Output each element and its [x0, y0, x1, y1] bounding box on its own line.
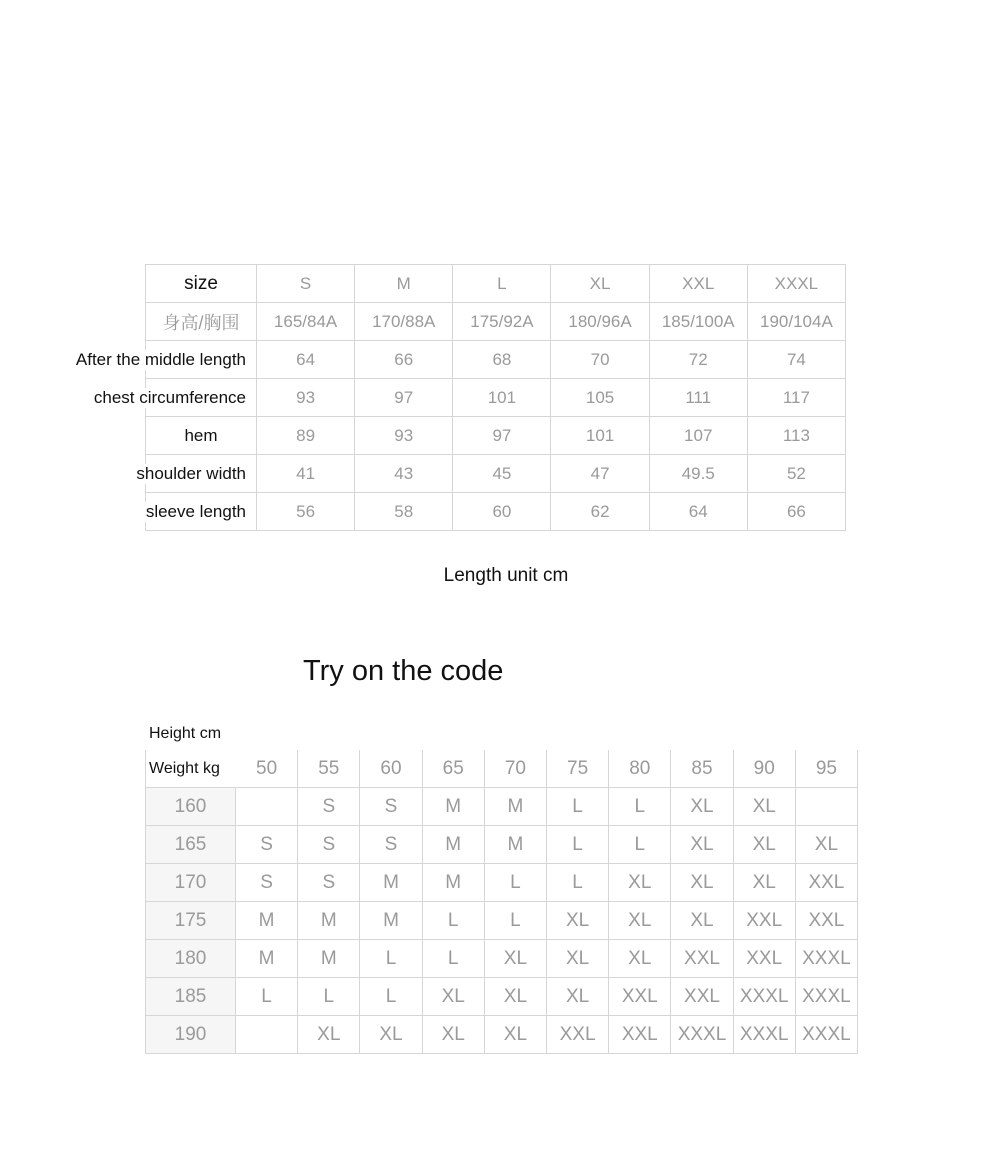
size-recommendation-cell: XL — [360, 1016, 422, 1054]
row-label-hem — [146, 417, 257, 455]
size-recommendation-cell: M — [298, 940, 360, 978]
height-row-header: 185 — [146, 978, 236, 1016]
size-column-header: XXXL — [748, 265, 846, 303]
size-chart-table — [75, 264, 846, 531]
row-label-text: chest circumference — [90, 388, 250, 408]
table-cell: 52 — [748, 455, 846, 493]
size-recommendation-cell: XXXL — [796, 940, 858, 978]
weight-column-header: 75 — [547, 750, 609, 788]
table-cell: 41 — [257, 455, 355, 493]
table-cell: 60 — [453, 493, 551, 531]
size-recommendation-cell: L — [423, 940, 485, 978]
size-recommendation-cell: XXL — [734, 902, 796, 940]
height-row-header: 160 — [146, 788, 236, 826]
table-cell: 66 — [355, 341, 453, 379]
table-cell: 175/92A — [453, 303, 551, 341]
table-cell: 97 — [453, 417, 551, 455]
size-recommendation-cell: XL — [547, 978, 609, 1016]
weight-column-header: 80 — [609, 750, 671, 788]
size-recommendation-cell: XL — [485, 1016, 547, 1054]
weight-column-header: 60 — [360, 750, 422, 788]
size-recommendation-cell: M — [423, 864, 485, 902]
table-cell: 64 — [257, 341, 355, 379]
row-label-text: shoulder width — [132, 464, 250, 484]
size-recommendation-cell: M — [236, 902, 298, 940]
size-recommendation-cell: L — [547, 826, 609, 864]
row-label-text: hem — [180, 426, 221, 446]
size-recommendation-cell: XL — [734, 826, 796, 864]
weight-column-header: 65 — [423, 750, 485, 788]
table-cell: 56 — [257, 493, 355, 531]
size-recommendation-cell: XL — [609, 902, 671, 940]
height-row-header: 170 — [146, 864, 236, 902]
row-label-back-length — [75, 341, 257, 379]
table-cell: 93 — [355, 417, 453, 455]
size-recommendation-cell: L — [298, 978, 360, 1016]
size-recommendation-cell: XXL — [671, 978, 733, 1016]
weight-column-header: 95 — [796, 750, 858, 788]
table-cell: 117 — [748, 379, 846, 417]
size-recommendation-cell: XXXL — [734, 1016, 796, 1054]
row-label-text: sleeve length — [142, 502, 250, 522]
size-column-header: M — [355, 265, 453, 303]
height-row-header: 165 — [146, 826, 236, 864]
weight-column-header: 70 — [485, 750, 547, 788]
size-recommendation-cell: XL — [423, 978, 485, 1016]
size-recommendation-cell: M — [360, 902, 422, 940]
table-cell: 62 — [551, 493, 649, 531]
weight-column-header: 85 — [671, 750, 733, 788]
weight-column-header: 50 — [236, 750, 298, 788]
table-cell: 93 — [257, 379, 355, 417]
size-recommendation-cell: S — [298, 864, 360, 902]
row-label-shoulder — [136, 455, 257, 493]
table-cell: 180/96A — [551, 303, 649, 341]
size-recommendation-cell: XL — [547, 940, 609, 978]
table-cell: 49.5 — [650, 455, 748, 493]
size-recommendation-cell — [236, 1016, 298, 1054]
size-header-label: size — [180, 273, 222, 295]
table-cell: 74 — [748, 341, 846, 379]
size-recommendation-cell — [796, 788, 858, 826]
size-recommendation-cell — [236, 788, 298, 826]
row-label-chest — [93, 379, 257, 417]
size-recommendation-cell: S — [360, 826, 422, 864]
size-recommendation-cell: XL — [609, 940, 671, 978]
size-recommendation-cell: M — [298, 902, 360, 940]
size-recommendation-cell: S — [236, 864, 298, 902]
size-recommendation-cell: L — [547, 788, 609, 826]
size-recommendation-cell: XXXL — [796, 978, 858, 1016]
table-cell: 113 — [748, 417, 846, 455]
size-recommendation-cell: S — [298, 826, 360, 864]
size-column-header: S — [257, 265, 355, 303]
size-recommendation-cell: M — [360, 864, 422, 902]
weight-column-header: 90 — [734, 750, 796, 788]
height-row-header: 180 — [146, 940, 236, 978]
table-cell: 66 — [748, 493, 846, 531]
size-recommendation-cell: M — [423, 826, 485, 864]
size-recommendation-cell: L — [236, 978, 298, 1016]
size-recommendation-cell: XXL — [609, 1016, 671, 1054]
size-recommendation-cell: L — [360, 940, 422, 978]
size-recommendation-cell: XL — [423, 1016, 485, 1054]
size-recommendation-cell: M — [485, 826, 547, 864]
table-cell: 58 — [355, 493, 453, 531]
table-cell: 72 — [650, 341, 748, 379]
table-cell: 97 — [355, 379, 453, 417]
size-recommendation-cell: XL — [796, 826, 858, 864]
size-recommendation-cell: XXL — [547, 1016, 609, 1054]
weight-axis-cell — [146, 750, 236, 788]
size-recommendation-cell: L — [485, 864, 547, 902]
size-recommendation-cell: XXXL — [671, 1016, 733, 1054]
size-recommendation-cell: L — [423, 902, 485, 940]
size-recommendation-cell: XL — [547, 902, 609, 940]
size-recommendation-cell: XL — [298, 1016, 360, 1054]
size-recommendation-cell: XL — [734, 788, 796, 826]
weight-axis-label: Weight kg — [149, 759, 220, 777]
size-column-header: L — [453, 265, 551, 303]
table-cell: 190/104A — [748, 303, 846, 341]
size-recommendation-cell: L — [609, 788, 671, 826]
height-row-header: 175 — [146, 902, 236, 940]
row-label-sleeve — [146, 493, 257, 531]
size-recommendation-cell: XL — [734, 864, 796, 902]
table-cell: 45 — [453, 455, 551, 493]
table-cell: 68 — [453, 341, 551, 379]
size-recommendation-cell: XXL — [796, 902, 858, 940]
size-recommendation-cell: XL — [671, 826, 733, 864]
table-cell: 101 — [551, 417, 649, 455]
table-cell: 165/84A — [257, 303, 355, 341]
height-axis-label: Height cm — [149, 725, 222, 742]
table-cell: 105 — [551, 379, 649, 417]
height-row-header: 190 — [146, 1016, 236, 1054]
tryon-size-table — [145, 750, 858, 1054]
size-recommendation-cell: XXXL — [796, 1016, 858, 1054]
size-recommendation-cell: XXL — [734, 940, 796, 978]
row-label-text: After the middle length — [72, 350, 250, 370]
table-cell: 70 — [551, 341, 649, 379]
size-recommendation-cell: L — [547, 864, 609, 902]
size-recommendation-cell: XL — [485, 978, 547, 1016]
size-recommendation-cell: M — [485, 788, 547, 826]
row-label-height-chest: 身高/胸围 — [146, 303, 257, 341]
size-recommendation-cell: XL — [671, 902, 733, 940]
size-recommendation-cell: S — [298, 788, 360, 826]
table-cell: 107 — [650, 417, 748, 455]
size-recommendation-cell: XL — [671, 788, 733, 826]
table-cell: 170/88A — [355, 303, 453, 341]
size-recommendation-cell: M — [236, 940, 298, 978]
table-cell: 185/100A — [650, 303, 748, 341]
size-recommendation-cell: L — [360, 978, 422, 1016]
size-column-header: XXL — [650, 265, 748, 303]
table-cell: 101 — [453, 379, 551, 417]
length-unit-note: Length unit cm — [443, 565, 569, 586]
table-cell: 89 — [257, 417, 355, 455]
table-cell: 47 — [551, 455, 649, 493]
size-recommendation-cell: XL — [671, 864, 733, 902]
size-column-header: XL — [551, 265, 649, 303]
size-recommendation-cell: S — [236, 826, 298, 864]
table-cell: 43 — [355, 455, 453, 493]
size-recommendation-cell: M — [423, 788, 485, 826]
size-recommendation-cell: XL — [609, 864, 671, 902]
size-recommendation-cell: L — [609, 826, 671, 864]
table-cell: 64 — [650, 493, 748, 531]
size-recommendation-cell: XXXL — [734, 978, 796, 1016]
size-recommendation-cell: S — [360, 788, 422, 826]
size-header-cell — [146, 265, 257, 303]
size-recommendation-cell: L — [485, 902, 547, 940]
size-recommendation-cell: XL — [485, 940, 547, 978]
table-cell: 111 — [650, 379, 748, 417]
size-recommendation-cell: XXL — [671, 940, 733, 978]
size-recommendation-cell: XXL — [609, 978, 671, 1016]
weight-column-header: 55 — [298, 750, 360, 788]
size-recommendation-cell: XXL — [796, 864, 858, 902]
tryon-title: Try on the code — [303, 655, 504, 687]
